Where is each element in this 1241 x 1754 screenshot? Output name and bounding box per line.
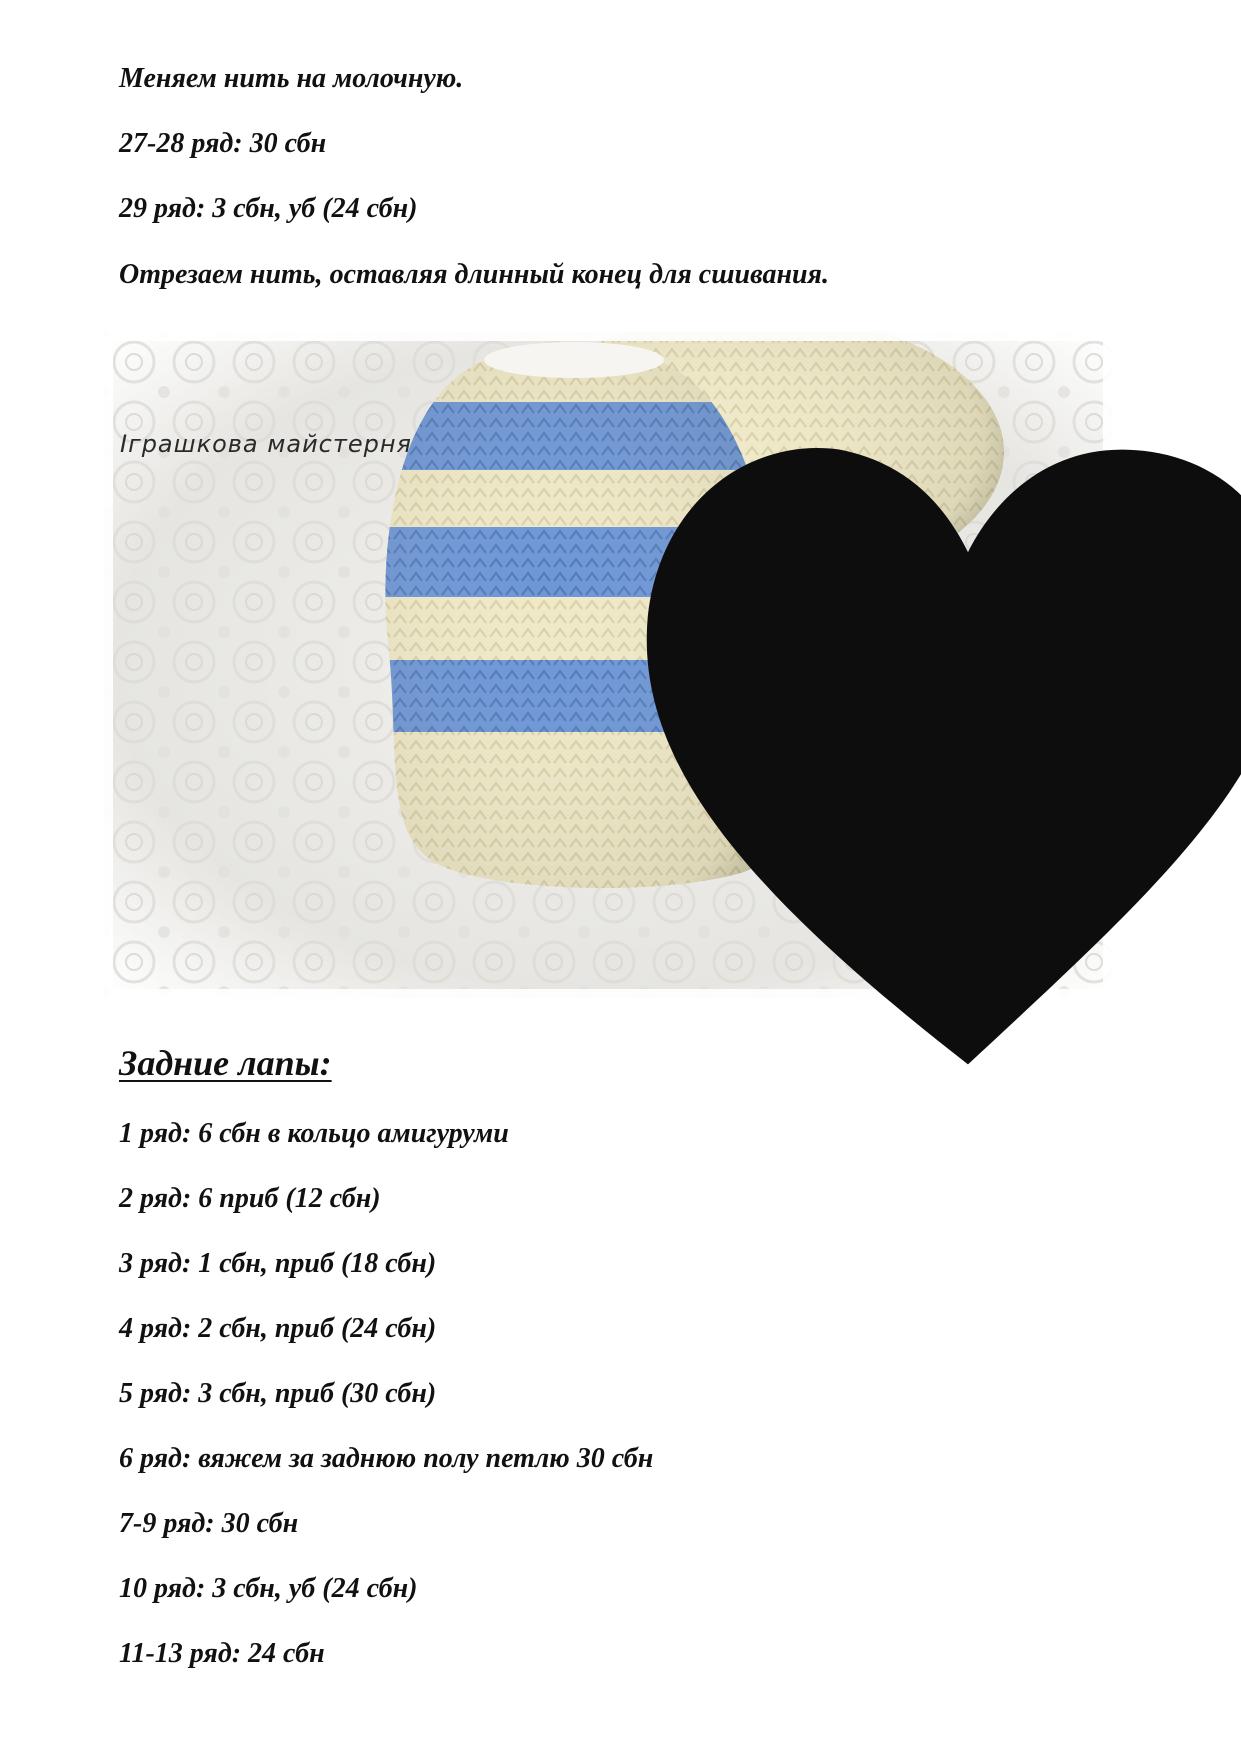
section-heading: Задние лапы:: [119, 1043, 332, 1083]
instruction-line: Отрезаем нить, оставляя длинный конец для сшивания.: [119, 259, 829, 290]
heart-icon: [464, 424, 1241, 1090]
row-instruction: 3 ряд: 1 сбн, приб (18 сбн): [119, 1248, 437, 1279]
row-instruction: 4 ряд: 2 сбн, приб (24 сбн): [119, 1313, 437, 1344]
instruction-line: 29 ряд: 3 сбн, уб (24 сбн): [119, 193, 418, 224]
row-instruction: 1 ряд: 6 сбн в кольцо амигуруми: [119, 1118, 509, 1149]
row-instruction: 6 ряд: вяжем за заднюю полу петлю 30 сбн: [119, 1443, 654, 1474]
row-instruction: 11-13 ряд: 24 сбн: [119, 1638, 325, 1669]
row-instruction: 10 ряд: 3 сбн, уб (24 сбн): [119, 1573, 418, 1604]
instruction-line: 27-28 ряд: 30 сбн: [119, 128, 327, 159]
row-instruction: 5 ряд: 3 сбн, приб (30 сбн): [119, 1378, 437, 1409]
instruction-line: Меняем нить на молочную.: [119, 63, 464, 94]
row-instruction: 2 ряд: 6 приб (12 сбн): [119, 1183, 381, 1214]
watermark-text: Іграшкова майстерня: [120, 430, 412, 458]
crochet-photo: [104, 332, 1112, 998]
row-instruction: 7-9 ряд: 30 сбн: [119, 1508, 299, 1539]
